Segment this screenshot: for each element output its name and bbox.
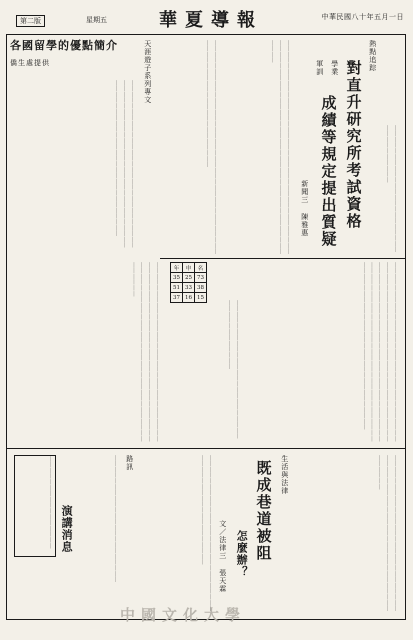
- page-number: 第二版: [16, 15, 45, 27]
- middle-body-2: ＿＿＿＿＿＿＿＿＿＿＿＿＿＿＿＿＿＿＿＿＿＿＿＿＿＿＿＿＿＿＿＿＿＿＿＿: [228, 300, 242, 440]
- issue-day: 星期五: [86, 16, 107, 24]
- law-article-body: ＿＿＿＿＿＿＿＿＿＿＿＿＿＿＿＿＿＿＿＿＿＿＿＿＿＿＿＿＿＿＿＿＿＿＿＿＿＿＿＿＿＿＿＿＿＿: [201, 455, 215, 612]
- column-series: 天涯遊子系列專文: [143, 40, 152, 104]
- table-row: 35 25 73: [171, 273, 207, 283]
- law-section: 生活與法律: [280, 455, 289, 495]
- newspaper-title: 華夏導報: [159, 10, 263, 31]
- column-article-body: ＿＿＿＿＿＿＿＿＿＿＿＿＿＿＿＿＿＿＿＿＿＿＿＿＿＿＿＿＿＿＿＿＿＿＿＿＿＿＿＿＿＿＿＿＿＿＿＿＿＿＿＿＿＿＿＿＿＿＿＿＿＿＿＿＿＿＿＿＿＿＿＿＿＿＿＿＿＿＿＿＿＿＿＿＿: [115, 80, 137, 249]
- divider: [6, 448, 406, 449]
- main-article-continued: ＿＿＿＿＿＿＿＿＿＿＿＿＿＿＿＿＿＿＿＿＿＿＿＿＿＿＿＿＿＿＿＿＿＿＿＿＿＿＿＿＿＿＿＿＿＿＿＿＿＿＿＿＿＿＿＿＿＿＿＿＿＿＿＿＿＿＿＿＿＿＿＿＿＿＿＿＿＿＿＿＿＿＿＿＿＿＿＿＿＿＿＿＿＿＿＿＿＿＿＿＿＿＿＿＿＿＿＿＿＿＿＿＿＿＿＿＿＿＿＿＿＿＿＿＿＿＿＿＿＿＿＿＿＿＿＿＿＿＿＿＿＿＿＿＿＿＿＿＿＿＿＿＿: [362, 262, 400, 442]
- table-row: 51 33 38: [171, 283, 207, 293]
- divider: [160, 258, 406, 259]
- main-byline: 新聞三 陳雅惠: [300, 180, 309, 237]
- column-headline: 各國留學的優點簡介: [10, 39, 118, 52]
- column-byline: 僑生處提供: [10, 59, 50, 67]
- publication-date: 中華民國八十年五月一日: [321, 13, 404, 21]
- column-article-continued: ＿＿＿＿＿＿＿＿＿＿＿＿＿＿＿＿＿＿＿＿＿＿＿＿＿＿＿＿＿＿＿＿＿＿＿＿＿＿＿＿＿＿＿＿＿＿＿＿＿＿＿＿＿＿＿＿＿＿＿＿＿＿＿＿＿＿＿＿＿＿＿＿＿＿＿＿＿＿＿＿＿＿＿＿＿＿＿＿＿＿＿＿＿＿＿＿＿＿＿: [132, 262, 162, 442]
- notice-body: ＿＿＿＿＿＿＿＿＿＿＿＿＿＿＿＿＿＿＿＿＿＿: [114, 455, 120, 583]
- section-tag: 熱點追踪: [368, 40, 377, 72]
- notice-box: ＿＿＿＿＿＿＿＿＿＿＿＿＿＿＿＿: [14, 455, 56, 557]
- law-headline-1: 既成巷道被阻: [254, 460, 273, 562]
- watermark: 中國文化大學: [120, 606, 247, 624]
- notice-section: 路訊: [125, 455, 134, 471]
- masthead: [6, 6, 406, 32]
- table-row: 37 16 15: [171, 293, 207, 303]
- main-headline-2: 成績等規定提出質疑: [319, 95, 338, 248]
- kicker-bottom: 軍訓: [315, 60, 324, 76]
- main-headline-1: 對直升研究所考試資格: [344, 60, 363, 230]
- score-table: [170, 262, 207, 303]
- law-headline-2: 怎麼辦？: [235, 530, 249, 578]
- main-article-body: ＿＿＿＿＿＿＿＿＿＿＿＿＿＿＿＿＿＿＿＿＿＿＿＿＿＿＿＿＿＿＿＿＿＿＿＿＿＿＿＿＿＿＿＿＿＿＿＿＿＿＿＿＿＿＿＿＿＿＿＿＿＿＿＿＿＿＿＿＿＿＿＿＿＿＿＿＿＿: [271, 40, 293, 255]
- main-article-body-right: ＿＿＿＿＿＿＿＿＿＿＿＿＿＿＿＿＿＿＿＿＿＿＿＿＿＿＿＿＿＿＿＿: [386, 125, 400, 253]
- kicker-top: 學業: [330, 60, 339, 76]
- table-row: 年 申 名: [171, 263, 207, 273]
- law-byline: 文／法律三 張天霖: [218, 520, 227, 593]
- middle-body: ＿＿＿＿＿＿＿＿＿＿＿＿＿＿＿＿＿＿＿＿＿＿＿＿＿＿＿＿＿＿＿＿＿＿＿＿＿＿＿＿＿＿＿＿＿＿＿＿＿＿＿＿＿＿＿＿＿＿＿: [206, 40, 220, 255]
- bottom-right-body: ＿＿＿＿＿＿＿＿＿＿＿＿＿＿＿＿＿＿＿＿＿＿＿＿＿＿＿＿＿＿＿＿＿＿＿＿＿＿＿＿＿＿＿＿＿＿＿＿＿＿＿＿＿＿＿＿＿＿＿＿: [378, 455, 400, 612]
- notice-label: 演講消息: [60, 505, 74, 553]
